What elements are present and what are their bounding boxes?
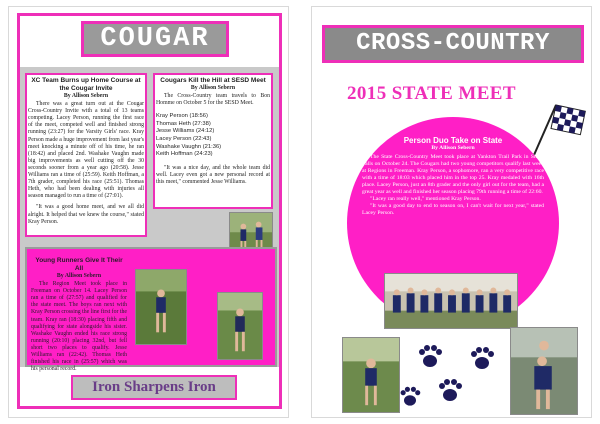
result-item: Washake Vaughn (21:36) [156, 143, 222, 150]
right-page [311, 6, 592, 418]
page-title-cougar: COUGAR [81, 21, 229, 57]
article-title: Cougars Kill the Hill at SESD Meet [160, 77, 266, 84]
article-region-meet [31, 257, 127, 373]
article-title: Person Duo Take on State [403, 136, 503, 145]
lacey-running-photo [342, 337, 400, 413]
article-byline: By Allison Sebern [63, 93, 109, 99]
article-title: Young Runners Give It Their All [35, 257, 123, 272]
article-title: XC Team Burns up Home Course at the Cougar Invite [31, 77, 141, 92]
paw-print-icon [436, 377, 464, 405]
result-item: Thomas Heth (27:38) [156, 120, 211, 127]
article-paragraph: "Lacey ran really well," mentioned Kray Person. [370, 196, 481, 202]
article-byline: By Allison Sebern [56, 273, 102, 279]
result-item: Jesse Williams (24:12) [156, 128, 215, 135]
page-title-cross-country: CROSS-COUNTRY [322, 25, 584, 63]
results-list [156, 113, 270, 159]
article-home-course [28, 77, 144, 226]
team-group-photo [384, 273, 518, 329]
footer-slogan: Iron Sharpens Iron [71, 375, 237, 400]
result-item: Lacey Person (22:43) [156, 136, 212, 143]
article-byline: By Allison Sebern [190, 85, 236, 91]
girl-runner-photo [217, 292, 263, 360]
article-paragraph: The Region Meet took place in Freeman on October 14. Lacey Person ran a time of (27:57) and qualified for the state meet. The boys ran next with Kray Person crossing the line first for the team. Kray ran (18:30) placing fifth and qualifying for state alongside his sister. Washake Vaughn ended his race strong running (20:10) placing 32nd, but fell short two places to qualify. Jesse Williams ran (22:42). Thomas Heth finished his race in (25:57) which was his personal record. [31, 281, 127, 373]
result-item: Kray Person (18:56) [156, 113, 208, 120]
paw-print-icon [398, 385, 422, 409]
paw-print-icon [416, 343, 444, 371]
article-sesd-meet [156, 77, 270, 186]
article-paragraph: "It was a good day to end to season on, I can't wait for next year," stated Lacey Person. [362, 203, 544, 216]
article-paragraph: "It was a good home meet, and we all did alright. It helped that we knew the course," stated Kray Person. [28, 204, 144, 225]
kray-lacey-photo [510, 327, 578, 415]
article-byline: By Allison Sebern [431, 145, 475, 151]
left-page [8, 6, 289, 418]
paw-print-icon [468, 345, 496, 373]
result-item: Keith Hoffman (24:23) [156, 151, 213, 158]
state-meet-heading: 2015 STATE MEET [347, 83, 516, 104]
article-paragraph: There was a great turn out at the Cougar Cross-Country Invite with a total of 13 teams competing. Lacey Person, running the first race of the meet, competed well and finished strong running (23:27) for the Varsity Girls' race. Kray Person made a huge improvement from last year's meet knocking a minute off of his time, he ran (18:42) and placed 2nd. Washake Vaughn made big improvements as well cutting off the 30 seconds sooner from a year ago (20:58). Jesse Williams ran a time of (25:59). Keith Hoffman, a 7th grader, completed his race (25:51). Thomas Heth, who had been dealing with injuries all season managed to run a time of (27:01). [28, 101, 144, 200]
article-paragraph: The State Cross-Country Meet took place at Yankton Trail Park in Sioux Falls on October 24. The Cougars had two young competitors qualify last week at Regions in Freeman. Kray Person, a sophomore, ran a very competitive race with a time of 18:03 which placed him in the top 25. Kray medaled with 16th place. Lacey Person, just an 8th grader and the only girl out for the team, had a great year as well and finished her season placing 79th running a time of 22:60. [362, 154, 544, 195]
runner-field-photo [135, 269, 187, 345]
article-state-meet [362, 137, 544, 217]
article-paragraph: The Cross-Country team travels to Bon Homme on October 5 for the SESD Meet. [156, 93, 270, 107]
article-quote: "It was a nice day, and the whole team did well. Lacey even got a new personal record at this meet," commented Jesse Williams. [156, 164, 270, 186]
